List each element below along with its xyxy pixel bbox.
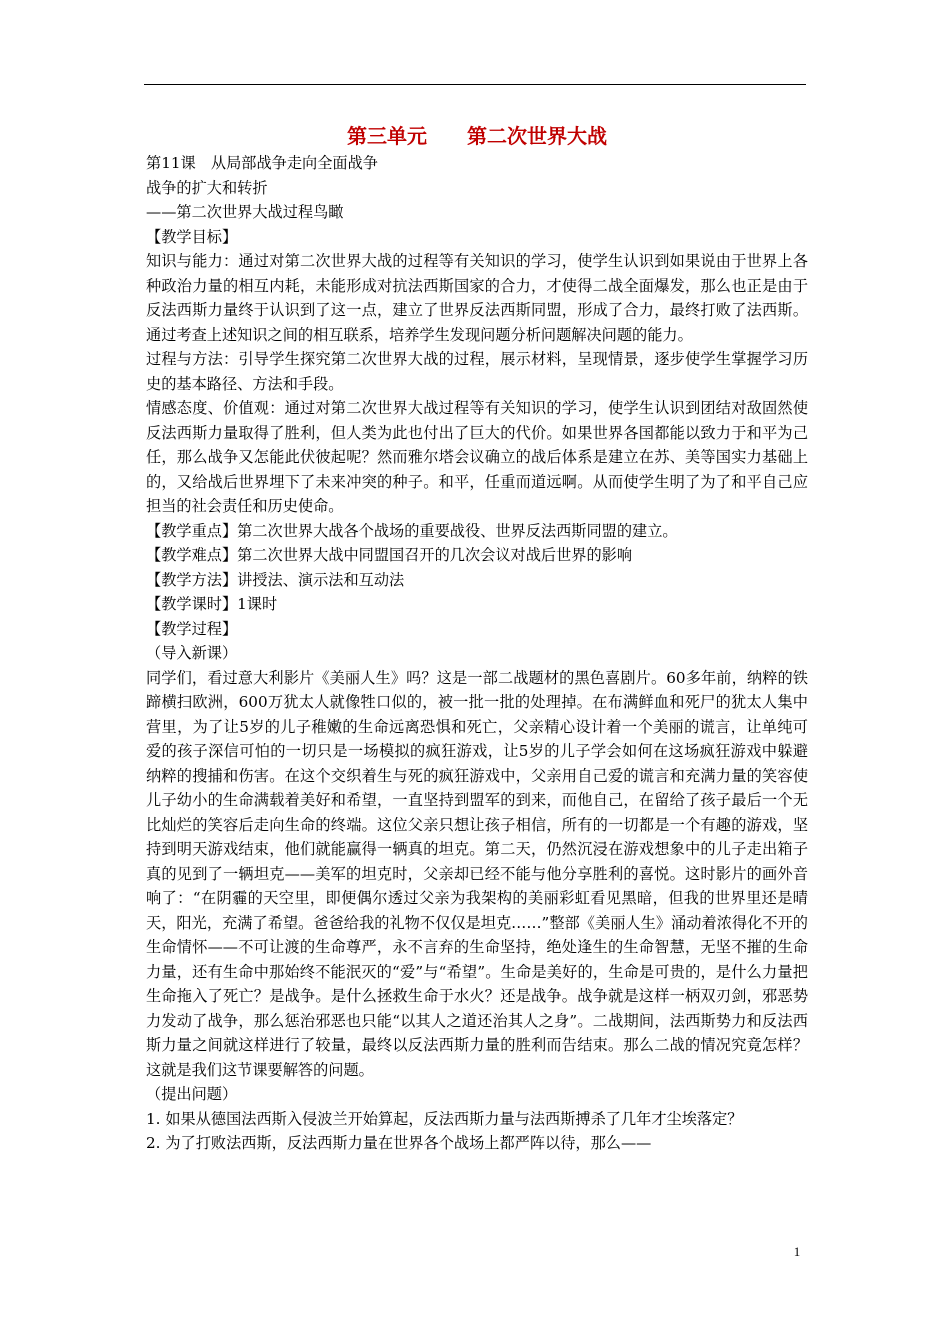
lesson-title: 第11课 从局部战争走向全面战争 (146, 154, 378, 172)
process-paragraph: 过程与方法：引导学生探究第二次世界大战的过程，展示材料，呈现情景，逐步使学生掌握学习历史的基本路径、方法和手段。 (146, 350, 808, 393)
difficulties: 【教学难点】第二次世界大战中同盟国召开的几次会议对战后世界的影响 (146, 546, 632, 564)
header-rule (144, 84, 806, 85)
question-heading: （提出问题） (146, 1085, 238, 1103)
class-hours: 【教学课时】1课时 (146, 595, 278, 613)
question-item-1: 1. 如果从德国法西斯入侵波兰开始算起，反法西斯力量与法西斯搏杀了几年才尘埃落定？ (146, 1109, 743, 1128)
question-item-2: 2. 为了打败法西斯，反法西斯力量在世界各个战场上都严阵以待，那么—— (146, 1134, 652, 1152)
key-points: 【教学重点】第二次世界大战各个战场的重要战役、世界反法西斯同盟的建立。 (146, 521, 678, 540)
goals-heading: 【教学目标】 (146, 227, 238, 246)
teaching-methods: 【教学方法】讲授法、演示法和互动法 (146, 570, 405, 589)
page-number: 1 (793, 1244, 801, 1259)
emotion-paragraph: 情感态度、价值观：通过对第二次世界大战过程等有关知识的学习，使学生认识到团结对敌固然使反法西斯力量取得了胜利，但人类为此也付出了巨大的代价。如果世界各国都能以致力于和平为己任，那么战争又怎能此伏彼起呢？然而雅尔塔会议确立的战后体系是建立在苏、美等国实力基础上的，又给战后世界埋下了未来冲突的种子。和平，任重而道远啊。从而使学生明了为了和平自己应担当的社会责任和历史使命。 (146, 399, 808, 515)
intro-paragraph: 同学们，看过意大利影片《美丽人生》吗？这是一部二战题材的黑色喜剧片。60多年前，纳粹的铁蹄横扫欧洲，600万犹太人就像牲口似的，被一批一批的处理掉。在布满鲜血和死尸的犹太人集中营里，为了让5岁的儿子稚嫩的生命远离恐惧和死亡，父亲精心设计着一个美丽的谎言，让单纯可爱的孩子深信可怕的一切只是一场模拟的疯狂游戏，让5岁的儿子学会如何在这场疯狂游戏中躲避纳粹的搜捕和伤害。在这个交织着生与死的疯狂游戏中，父亲用自己爱的谎言和充满力量的笑容使儿子幼小的生命满载着美好和希望，一直坚持到盟军的到来，而他自己，在留给了孩子最后一个无比灿烂的笑容后走向生命的终端。这位父亲只想让孩子相信，所有的一切都是一个有趣的游戏，坚持到明天游戏结束，他们就能赢得一辆真的坦克。第二天，仍然沉浸在游戏想象中的儿子走出箱子真的见到了一辆坦克——美军的坦克时，父亲却已经不能与他分享胜利的喜悦。这时影片的画外音响了：“在阴霾的天空里，即便偶尔透过父亲为我架构的美丽彩虹看见黑暗，但我的世界里还是晴天，阳光，充满了希望。爸爸给我的礼物不仅仅是坦克……”整部《美丽人生》涌动着浓得化不开的生命情怀——不可让渡的生命尊严，永不言弃的生命坚持，绝处逢生的生命智慧，无坚不摧的生命力量，还有生命中那始终不能泯灭的“爱”与“希望”。生命是美好的，生命是可贵的，是什么力量把生命拖入了死亡？是战争。是什么拯救生命于水火？还是战争。战争就是这样一柄双刃剑，邪恶势力发动了战争，那么惩治邪恶也只能“以其人之道还治其人之身”。二战期间，法西斯势力和反法西斯力量之间就这样进行了较量，最终以反法西斯力量的胜利而告结束。那么二战的情况究竟怎样？这就是我们这节课要解答的问题。 (146, 668, 808, 1079)
lesson-subtitle: 战争的扩大和转折 (146, 178, 268, 197)
intro-heading: （导入新课） (146, 644, 238, 662)
lesson-subtitle-2: ——第二次世界大战过程鸟瞰 (146, 203, 344, 221)
process-heading: 【教学过程】 (146, 619, 238, 638)
knowledge-paragraph: 知识与能力：通过对第二次世界大战的过程等有关知识的学习，使学生认识到如果说由于世界上各种政治力量的相互内耗，未能形成对抗法西斯国家的合力，才使得二战全面爆发，那么也正是由于反法西斯力量终于认识到了这一点，建立了世界反法西斯同盟，形成了合力，最终打败了法西斯。通过考查上述知识之间的相互联系，培养学生发现问题分析问题解决问题的能力。 (146, 252, 808, 344)
unit-title: 第三单元 第二次世界大战 (347, 124, 607, 148)
document-body (146, 118, 808, 1156)
